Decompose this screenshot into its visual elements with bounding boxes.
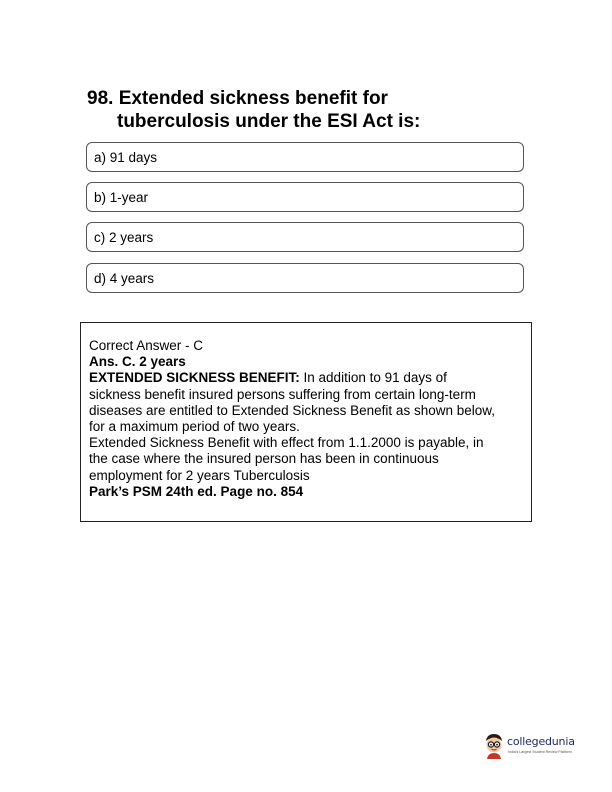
explanation-line: the case where the insured person has been in continuous — [89, 451, 439, 467]
explanation-line: for a maximum period of two years. — [89, 419, 300, 435]
explanation-line: Extended Sickness Benefit with effect from 1.1.2000 is payable, in — [89, 435, 484, 451]
explanation-heading: EXTENDED SICKNESS BENEFIT: — [89, 370, 300, 386]
question-text — [87, 87, 527, 133]
question-line-2: tuberculosis under the ESI Act is: — [117, 111, 421, 132]
mascot-icon — [482, 732, 506, 760]
answer-explanation-box — [80, 322, 532, 522]
explanation-line: employment for 2 years Tuberculosis — [89, 467, 310, 483]
explanation-text: In addition to 91 days of — [299, 370, 447, 386]
explanation-line: diseases are entitled to Extended Sickness Benefit as shown below, — [89, 402, 495, 418]
logo-name: collegedunia — [507, 735, 575, 748]
reference-text: Park’s PSM 24th ed. Page no. 854 — [89, 483, 304, 499]
collegedunia-logo — [482, 732, 586, 762]
answer-label: Ans. C. 2 years — [89, 354, 186, 370]
explanation-line: sickness benefit insured persons suffering from certain long-term — [89, 386, 476, 402]
option-d[interactable]: d) 4 years — [86, 263, 524, 293]
option-a[interactable]: a) 91 days — [86, 142, 524, 172]
option-b[interactable]: b) 1-year — [86, 182, 524, 212]
explanation-line — [89, 370, 523, 386]
correct-answer-text: Correct Answer - C — [89, 338, 204, 353]
logo-tagline: India's Largest Student Review Platform — [508, 750, 572, 754]
question-line-1: 98. Extended sickness benefit for — [87, 88, 388, 109]
option-c[interactable]: c) 2 years — [86, 222, 524, 252]
